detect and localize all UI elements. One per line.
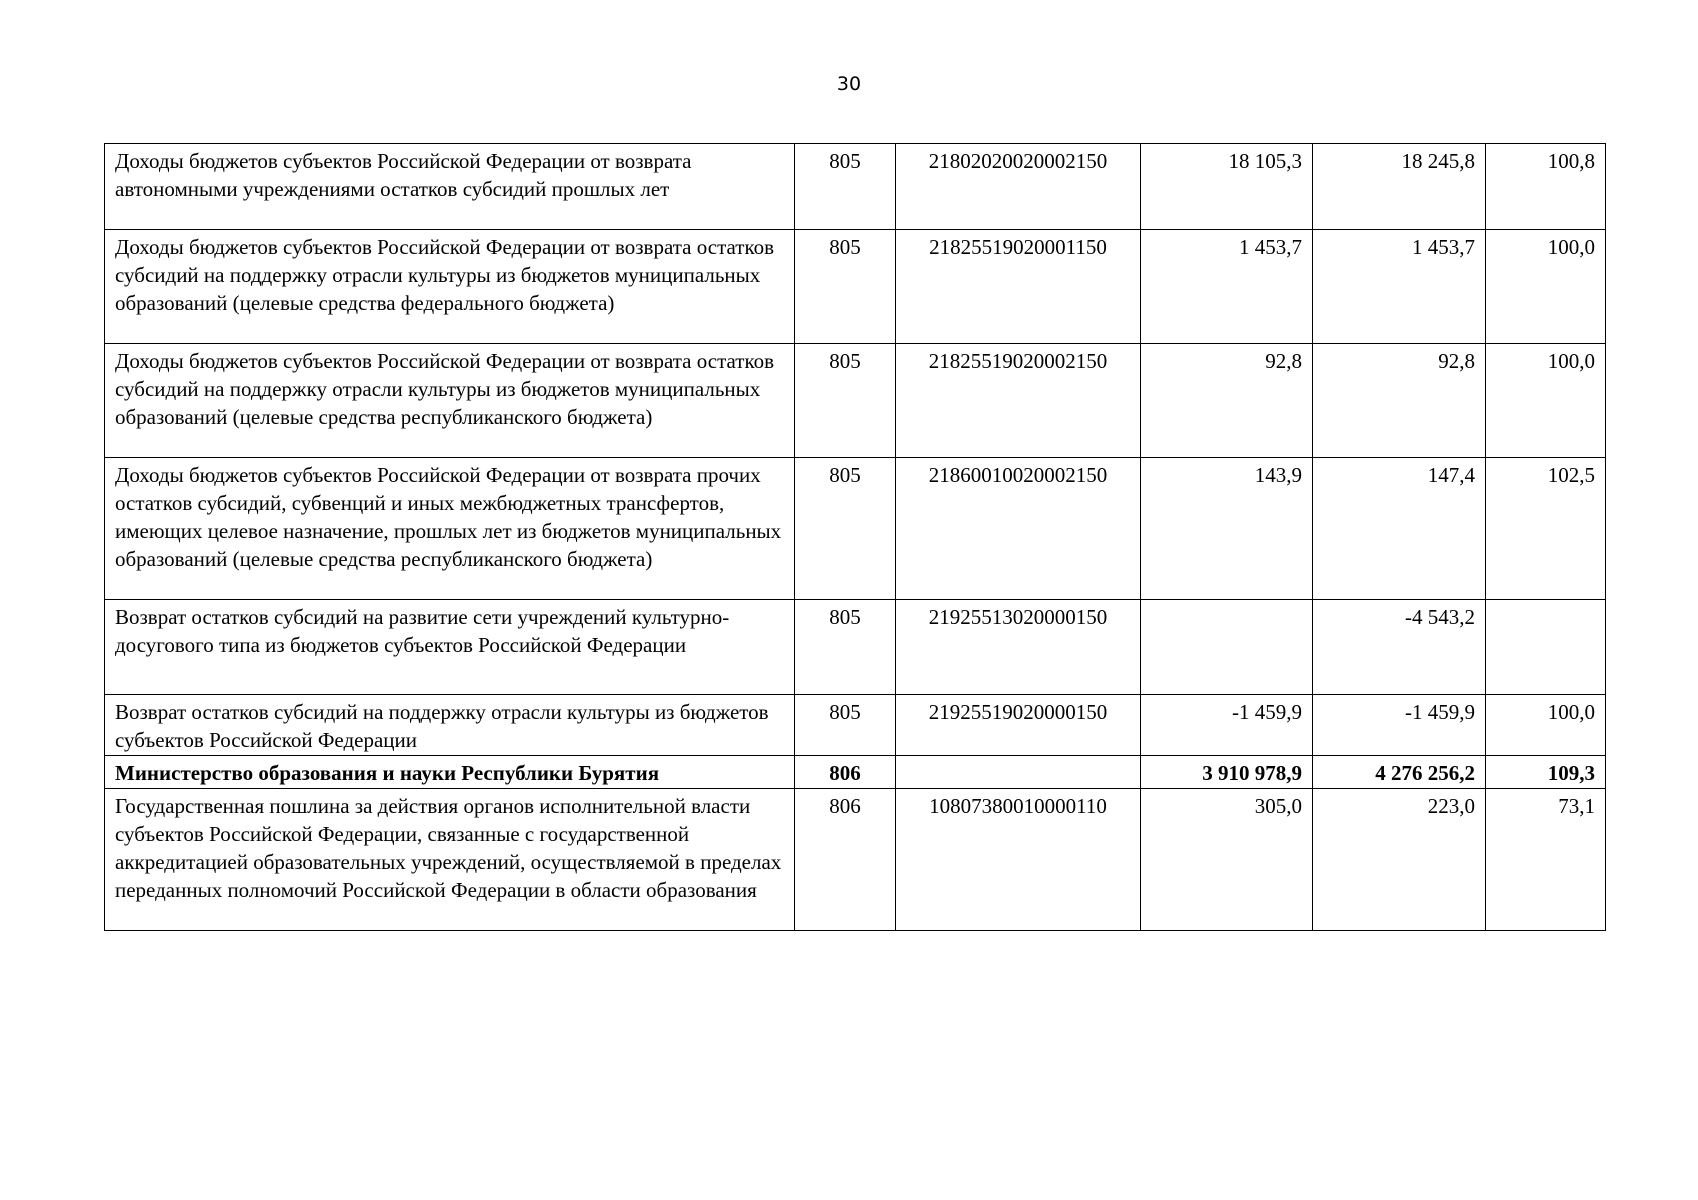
admin-code-cell: 806 (795, 756, 896, 789)
revenue-table (104, 143, 1606, 931)
admin-code-cell: 805 (795, 695, 896, 756)
revenue-name-cell: Доходы бюджетов субъектов Российской Федерации от возврата остатков субсидий на поддержку отрасли культуры из бюджетов муниципальных образований (целевые средства республиканского бюджета) (105, 344, 795, 458)
admin-code-cell: 805 (795, 344, 896, 458)
table-row (105, 144, 1606, 230)
percent-cell: 100,0 (1486, 695, 1606, 756)
admin-code-cell: 805 (795, 230, 896, 344)
revenue-name-cell: Доходы бюджетов субъектов Российской Федерации от возврата автономными учреждениями остатков субсидий прошлых лет (105, 144, 795, 230)
fact-amount-cell: 147,4 (1313, 458, 1486, 600)
budget-code-cell: 21925513020000150 (896, 600, 1141, 695)
table-row (105, 230, 1606, 344)
plan-amount-cell: 18 105,3 (1141, 144, 1313, 230)
revenue-name-cell: Возврат остатков субсидий на развитие сети учреждений культурно-досугового типа из бюджетов субъектов Российской Федерации (105, 600, 795, 695)
table-row (105, 789, 1606, 931)
admin-code-cell: 806 (795, 789, 896, 931)
revenue-name-cell: Государственная пошлина за действия органов исполнительной власти субъектов Российской Федерации, связанные с государственной аккредитацией образовательных учреждений, осуществляемой в пределах переданных полномочий Российской Федерации в области образования (105, 789, 795, 931)
percent-cell (1486, 600, 1606, 695)
budget-code-cell: 21925519020000150 (896, 695, 1141, 756)
fact-amount-cell: -4 543,2 (1313, 600, 1486, 695)
budget-code-cell (896, 756, 1141, 789)
table-row-ministry-total (105, 756, 1606, 789)
revenue-name-cell: Возврат остатков субсидий на поддержку отрасли культуры из бюджетов субъектов Российской Федерации (105, 695, 795, 756)
budget-code-cell: 21825519020001150 (896, 230, 1141, 344)
fact-amount-cell: 92,8 (1313, 344, 1486, 458)
percent-cell: 109,3 (1486, 756, 1606, 789)
plan-amount-cell: 92,8 (1141, 344, 1313, 458)
ministry-name-cell: Министерство образования и науки Республики Бурятия (105, 756, 795, 789)
percent-cell: 100,0 (1486, 230, 1606, 344)
plan-amount-cell: 305,0 (1141, 789, 1313, 931)
plan-amount-cell: 143,9 (1141, 458, 1313, 600)
budget-code-cell: 21802020020002150 (896, 144, 1141, 230)
plan-amount-cell (1141, 600, 1313, 695)
table-row (105, 600, 1606, 695)
admin-code-cell: 805 (795, 144, 896, 230)
table-row (105, 344, 1606, 458)
revenue-name-cell: Доходы бюджетов субъектов Российской Федерации от возврата остатков субсидий на поддержку отрасли культуры из бюджетов муниципальных образований (целевые средства федерального бюджета) (105, 230, 795, 344)
percent-cell: 73,1 (1486, 789, 1606, 931)
table-row (105, 695, 1606, 756)
percent-cell: 100,8 (1486, 144, 1606, 230)
page-number: 30 (836, 73, 862, 95)
budget-code-cell: 10807380010000110 (896, 789, 1141, 931)
revenue-name-cell: Доходы бюджетов субъектов Российской Федерации от возврата прочих остатков субсидий, субвенций и иных межбюджетных трансфертов, имеющих целевое назначение, прошлых лет из бюджетов муниципальных образований (целевые средства республиканского бюджета) (105, 458, 795, 600)
admin-code-cell: 805 (795, 600, 896, 695)
plan-amount-cell: 3 910 978,9 (1141, 756, 1313, 789)
fact-amount-cell: 223,0 (1313, 789, 1486, 931)
admin-code-cell: 805 (795, 458, 896, 600)
fact-amount-cell: 4 276 256,2 (1313, 756, 1486, 789)
percent-cell: 100,0 (1486, 344, 1606, 458)
fact-amount-cell: 18 245,8 (1313, 144, 1486, 230)
budget-code-cell: 21825519020002150 (896, 344, 1141, 458)
budget-code-cell: 21860010020002150 (896, 458, 1141, 600)
plan-amount-cell: 1 453,7 (1141, 230, 1313, 344)
fact-amount-cell: 1 453,7 (1313, 230, 1486, 344)
percent-cell: 102,5 (1486, 458, 1606, 600)
table-row (105, 458, 1606, 600)
fact-amount-cell: -1 459,9 (1313, 695, 1486, 756)
plan-amount-cell: -1 459,9 (1141, 695, 1313, 756)
